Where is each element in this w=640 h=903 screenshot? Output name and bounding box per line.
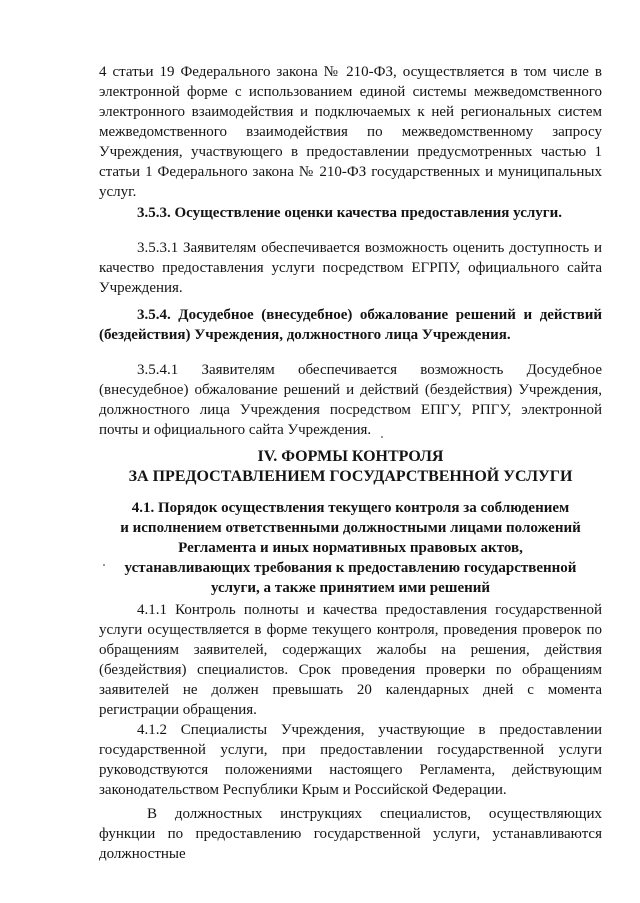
paragraph-intro: 4 статьи 19 Федерального закона № 210-ФЗ, осуществляется в том числе в электронной форме с использованием единой системы межведомственного электронного взаимодействия и подключаемых к ней региональных систем межведомственного взаимодействия по межведомственному запросу Учреждения, участвующего в предоставлении предусмотренных частью 1 статьи 1 Федерального закона № 210-ФЗ государственных и муниципальных услуг. <box>99 64 602 200</box>
paragraph-4-1-2: 4.1.2 Специалисты Учреждения, участвующие в предоставлении государственной услуги, при предоставлении государственной услуги руководствуются положениями настоящего Регламента, действующим законодательством Республики Крым и Российской Федерации. <box>99 722 602 798</box>
paragraph-instructions: В должностных инструкциях специалистов, осуществляющих функции по предоставлению государственной услуги, устанавливаются должностные <box>99 806 602 862</box>
section-4-1-line-5: услуги, а также принятием ими решений <box>210 580 491 596</box>
heading-3-5-4: 3.5.4. Досудебное (внесудебное) обжалование решений и действий (бездействия) Учреждения, должностного лица Учреждения. <box>99 307 602 343</box>
section-4-1-line-2: и исполнением ответственными должностными лицами положений <box>120 520 581 536</box>
section-4-1-line-4: устанавливающих требования к предоставлению государственной <box>124 560 577 576</box>
scan-speck <box>103 564 105 566</box>
scan-speck <box>381 436 383 438</box>
paragraph-3-5-3-1: 3.5.3.1 Заявителям обеспечивается возможность оценить доступность и качество предоставления услуги посредством ЕГРПУ, официального сайта Учреждения. <box>99 240 602 296</box>
chapter-title-line-2: ЗА ПРЕДОСТАВЛЕНИЕМ ГОСУДАРСТВЕННОЙ УСЛУГИ <box>128 468 573 485</box>
section-4-1-line-1: 4.1. Порядок осуществления текущего контроля за соблюдением <box>131 500 570 516</box>
section-4-1-line-3: Регламента и иных нормативных правовых актов, <box>178 540 523 556</box>
paragraph-3-5-4-1: 3.5.4.1 Заявителям обеспечивается возможность Досудебное (внесудебное) обжалование решений и действий (бездействия) Учреждения, должностного лица Учреждения посредством ЕПГУ, РПГУ, электронной почты и официального сайта Учреждения. <box>99 362 602 438</box>
heading-3-5-3: 3.5.3. Осуществление оценки качества предоставления услуги. <box>137 205 562 221</box>
paragraph-4-1-1: 4.1.1 Контроль полноты и качества предоставления государственной услуги осуществляется в форме текущего контроля, проведения проверок по обращениям заявителей, содержащих жалобы на решения, действия (бездействия) специалистов. Срок проведения проверки по обращениям заявителей не должен превышать 20 календарных дней с момента регистрации обращения. <box>99 602 602 718</box>
section-4-1-heading <box>99 498 602 598</box>
chapter-title <box>99 447 602 487</box>
chapter-title-line-1: IV. ФОРМЫ КОНТРОЛЯ <box>257 448 444 465</box>
